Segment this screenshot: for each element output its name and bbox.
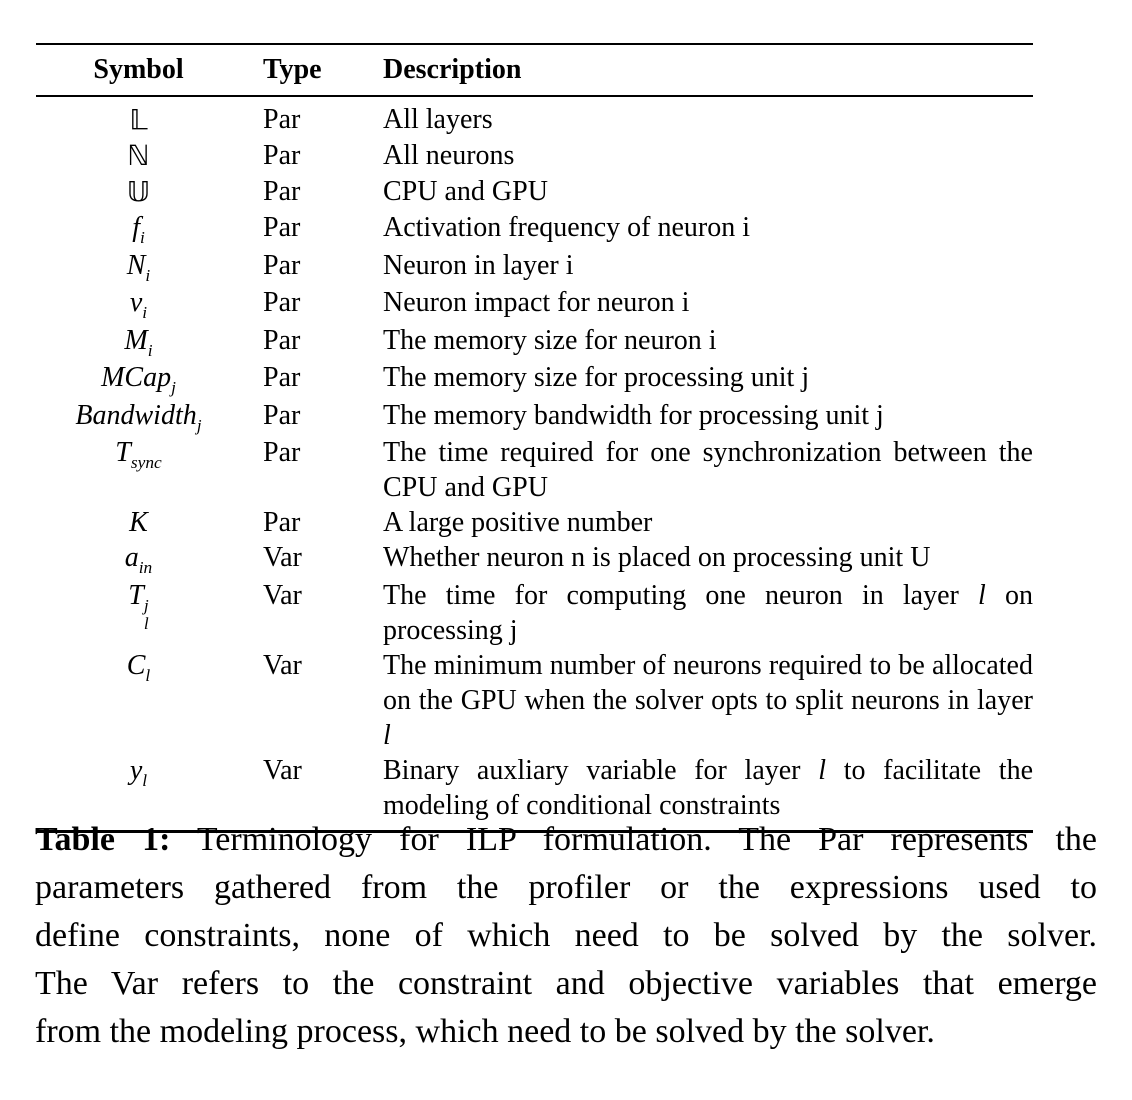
type-cell: Par (263, 176, 301, 207)
description-cell (383, 398, 1033, 433)
symbol-base: v (129, 287, 143, 318)
symbol-cell (36, 174, 263, 210)
symbol-subscript: l (145, 665, 151, 685)
symbol-base: y (129, 754, 143, 786)
description-cell (383, 540, 1033, 575)
symbol-cell (36, 138, 263, 174)
description-cell (383, 138, 1033, 173)
symbol-scripts (142, 304, 147, 322)
caption-text: Terminology for ILP formulation. The Par represents the (196, 821, 1098, 858)
table-row (36, 102, 1033, 138)
type-cell: Var (263, 579, 302, 611)
type-cell: Par (263, 249, 301, 281)
table-row (36, 578, 1033, 648)
table-row (36, 360, 1033, 398)
description-text: The memory bandwidth for processing unit j (383, 399, 884, 431)
table-row (36, 648, 1033, 753)
description-cell (383, 505, 1033, 540)
description-cell (383, 435, 1033, 505)
type-cell: Par (263, 362, 301, 393)
symbol-subscript: j (171, 378, 176, 398)
symbol-scripts (131, 454, 162, 472)
description-text: A large positive number (383, 507, 653, 538)
symbol-scripts (148, 342, 153, 360)
type-cell: Par (263, 324, 301, 356)
table-body (36, 97, 1033, 830)
symbol-cell (36, 323, 263, 361)
description-cell (383, 323, 1033, 358)
description-text: Neuron impact for neuron i (383, 287, 690, 318)
symbol-cell (36, 248, 263, 286)
description-cell (383, 248, 1033, 283)
symbol-base: a (124, 542, 139, 573)
description-cell (383, 360, 1033, 395)
description-text: All neurons (383, 140, 515, 171)
table-row (36, 210, 1033, 248)
symbol-subscript: i (145, 265, 151, 285)
type-cell: Par (263, 140, 301, 171)
symbol-base: N (126, 249, 146, 281)
table-row (36, 753, 1033, 823)
symbol-scripts (145, 667, 150, 685)
symbol-base: 𝕌 (126, 175, 151, 208)
description-italic-var: l (978, 579, 986, 611)
type-cell: Par (263, 507, 301, 538)
description-text: to facilitate the modeling of conditional constraints (383, 754, 1034, 821)
symbol-base: T (115, 437, 131, 468)
description-text: The time for computing one neuron in layer (383, 579, 979, 611)
symbol-cell (36, 285, 263, 323)
type-cell: Par (263, 399, 301, 431)
type-cell: Par (263, 287, 301, 318)
symbol-cell (36, 102, 263, 138)
symbol-scripts (144, 597, 149, 633)
symbol-scripts (197, 417, 202, 435)
table-header-row (36, 45, 1033, 97)
symbol-subscript: sync (130, 453, 162, 473)
type-cell: Par (263, 437, 301, 468)
caption-line: The Var refers to the constraint and objective variables that emerge (35, 965, 1097, 1002)
column-header-symbol: Symbol (93, 54, 184, 85)
symbol-scripts (139, 559, 153, 577)
symbol-subscript: j (196, 415, 202, 435)
symbol-scripts (140, 229, 145, 247)
type-cell: Var (263, 649, 302, 681)
symbol-cell (36, 540, 263, 578)
description-cell (383, 102, 1033, 137)
description-text: The memory size for neuron i (383, 324, 717, 356)
description-italic-var: l (818, 754, 826, 786)
table-caption (35, 816, 1097, 1056)
caption-line (35, 816, 1097, 864)
caption-line: from the modeling process, which need to be solved by the solver. (35, 1013, 935, 1050)
symbol-base: MCap (101, 362, 172, 393)
description-cell (383, 648, 1033, 753)
table-row (36, 505, 1033, 540)
table-row (36, 435, 1033, 505)
symbol-cell (36, 398, 263, 436)
caption-line: parameters gathered from the profiler or the expressions used to (35, 869, 1097, 906)
symbol-base: M (124, 324, 148, 356)
table-row (36, 398, 1033, 436)
description-cell (383, 210, 1033, 245)
description-text: on processing j (383, 579, 1034, 646)
symbol-cell (36, 210, 263, 248)
terminology-table (36, 43, 1033, 833)
column-header-type: Type (263, 54, 322, 85)
type-cell: Var (263, 542, 302, 573)
symbol-scripts (145, 267, 150, 285)
symbol-cell (36, 648, 263, 686)
symbol-base: f (132, 212, 140, 243)
symbol-cell (36, 435, 263, 473)
symbol-base: ℕ (127, 139, 150, 172)
caption-line: define constraints, none of which need to be solved by the solver. (35, 917, 1097, 954)
description-text: All layers (383, 104, 493, 135)
description-text: The minimum number of neurons required to be allocated on the GPU when the solver opts to split neurons in layer (383, 649, 1033, 716)
symbol-base: 𝕃 (129, 103, 148, 136)
table-row (36, 248, 1033, 286)
table-row (36, 285, 1033, 323)
type-cell: Par (263, 212, 301, 243)
type-cell: Var (263, 754, 302, 786)
symbol-base: Bandwidth (75, 399, 197, 431)
symbol-cell (36, 578, 263, 634)
description-text: The time required for one synchronization between the CPU and GPU (383, 437, 1033, 503)
symbol-cell (36, 360, 263, 398)
description-cell (383, 578, 1033, 648)
symbol-subscript: in (138, 558, 153, 578)
symbol-base: T (128, 579, 144, 611)
table-row (36, 323, 1033, 361)
symbol-scripts (142, 772, 147, 790)
symbol-cell (36, 505, 263, 540)
symbol-subscript: i (142, 303, 148, 323)
type-cell: Par (263, 104, 301, 135)
symbol-base: K (129, 507, 148, 538)
symbol-superscript: j (143, 595, 149, 615)
symbol-subscript: l (143, 614, 149, 633)
column-header-description: Description (383, 54, 522, 85)
description-cell (383, 285, 1033, 320)
description-text: Activation frequency of neuron i (383, 212, 750, 243)
table-row (36, 138, 1033, 174)
symbol-base: C (126, 649, 146, 681)
symbol-subscript: i (147, 340, 153, 360)
table-row (36, 174, 1033, 210)
symbol-scripts (171, 379, 176, 397)
description-text: CPU and GPU (383, 176, 548, 207)
symbol-cell (36, 753, 263, 791)
description-text: The memory size for processing unit j (383, 362, 810, 393)
description-cell (383, 753, 1033, 823)
symbol-subscript: l (142, 770, 148, 790)
description-text: Neuron in layer i (383, 249, 574, 281)
symbol-subscript: i (139, 228, 145, 248)
description-text: Binary auxliary variable for layer (383, 754, 819, 786)
description-cell (383, 174, 1033, 209)
caption-label: Table 1: (35, 821, 171, 858)
description-italic-var: l (383, 719, 391, 751)
table-row (36, 540, 1033, 578)
description-text: Whether neuron n is placed on processing unit U (383, 542, 931, 573)
